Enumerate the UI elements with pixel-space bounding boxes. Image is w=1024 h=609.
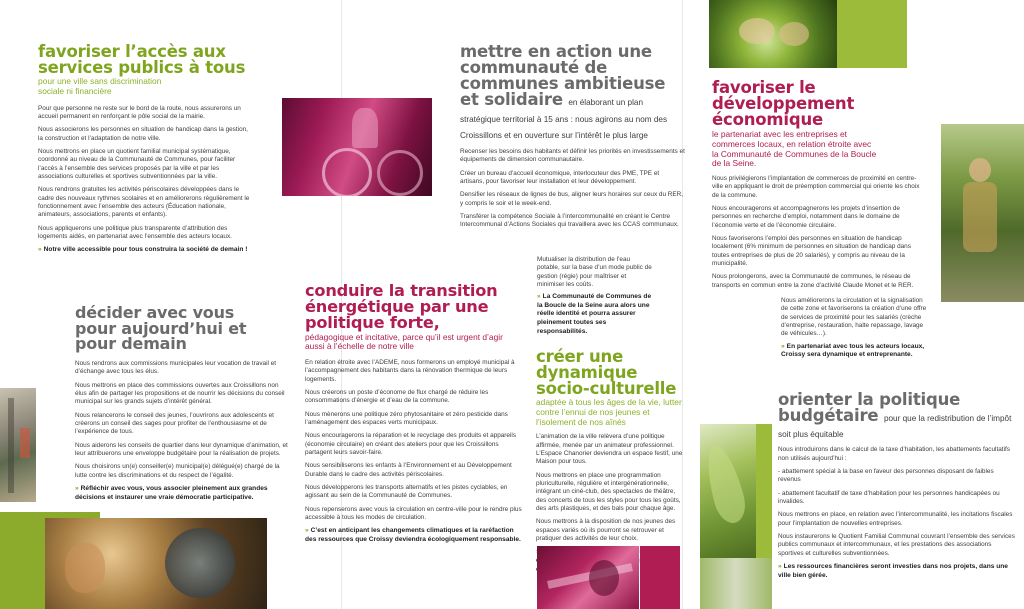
section-body	[305, 359, 523, 522]
paragraph: - abattement spécial à la base en faveur des personnes disposant de faibles revenus	[778, 468, 994, 484]
section-body	[75, 360, 290, 480]
chevron-right-icon: »	[537, 293, 541, 301]
paragraph: Pour que personne ne reste sur le bord de la route, nous assurerons un accueil permanent en renforçant le pôle social de la mairie.	[38, 104, 241, 120]
conclusion-text: En partenariat avec tous les acteurs locaux, Croissy sera dynamique et entreprenante.	[781, 342, 925, 359]
section-conclusion	[781, 343, 931, 360]
section-economie	[712, 80, 927, 295]
conclusion-text: La Communauté de Communes de la Boucle de la Seine aura alors une réelle identité et pourra assurer pleinement toutes ses responsabilités.	[537, 293, 652, 335]
paragraph: Nous introduirons dans le calcul de la taxe d’habitation, les abattements facultatifs non utilisés aujourd’hui :	[778, 446, 1010, 462]
section-body	[778, 446, 1018, 558]
section-conclusion	[778, 563, 1018, 580]
paragraph: Recenser les besoins des habitants et définir les priorités en investissements et équipements de dimension communautaire.	[460, 147, 685, 164]
chevron-right-icon: »	[75, 484, 79, 492]
paragraph: Nous mettrons en place, en relation avec l’intercommunalité, les incitations fiscales pour l’implantation de nouvelles entreprises.	[778, 511, 1013, 527]
paragraph: Créer un bureau d’accueil économique, interlocuteur des PME, TPE et artisans, pour favoriser leur installation et leur développement.	[460, 169, 660, 185]
section-acces	[38, 44, 253, 255]
paragraph: Nous aiderons les conseils de quartier dans leur dynamique d’animation, et leur attribuerons une enveloppe budgétaire pour la réalisation de projets.	[75, 441, 288, 457]
section-conclusion	[537, 293, 652, 336]
section-communaute	[460, 44, 685, 235]
chevron-right-icon: »	[38, 246, 42, 254]
chevron-right-icon: »	[305, 527, 309, 535]
paragraph: Nous mettrons en place des commissions ouvertes aux Croissillons non élus afin de partager les propositions et de nourrir les décisions du conseil municipal sur les grands sujets d’intérêt général.	[75, 381, 285, 406]
conclusion-text: C’est en anticipant les changements climatiques et la raréfaction des ressources que Croissy deviendra écologiquement responsable.	[305, 527, 521, 543]
section-conclusion	[305, 527, 523, 544]
paragraph: - abattement facultatif de taxe d’habitation pour les personnes handicapées ou invalides.	[778, 489, 1000, 506]
section-title: favoriser le développement économique	[712, 78, 855, 130]
guitar-photo	[537, 546, 639, 609]
conclusion-text: Réfléchir avec vous, vous associer pleinement aux grandes décisions et instaurer une vraie démocratie participative.	[75, 484, 268, 501]
section-culture	[536, 349, 686, 574]
plant-hands-photo	[709, 0, 837, 68]
paragraph: Nous rendrons gratuites les activités périscolaires développées dans le cadre des nouveaux rythmes scolaires et en améliorerons régulièrement le fonctionnement avec l’ensemble des acteurs (Éducation nationale, animateurs, associations, parents et enfants).	[38, 186, 250, 219]
paragraph: Nous choisirons un(e) conseiller(e) municipal(e) délégué(e) chargé de la lutte contre les discriminations et du respect de l’égalité.	[75, 463, 280, 479]
chevron-right-icon: »	[778, 563, 782, 571]
section-title: favoriser l’accès aux services publics à tous	[38, 42, 246, 78]
title-text: orienter la politique budgétaire	[778, 390, 961, 426]
rail-station-photo	[0, 388, 36, 502]
paragraph: Nous prolongerons, avec la Communauté de communes, le réseau de transports en commun entre la zone d’activité Claude Monet et le RER.	[712, 273, 914, 289]
paragraph: Nous créerons un poste d’économe de flux chargé de réduire les consommations d’énergie et d’eau de la commune.	[305, 388, 489, 405]
section-title	[778, 392, 1018, 440]
title-tail: en élaborant un plan stratégique territorial à 15 ans : nous agirons au nom des Croissillons et en ouverture sur l’intérêt le plus large	[460, 98, 668, 140]
chevron-right-icon: »	[781, 342, 785, 350]
red-color-block	[640, 546, 680, 609]
paragraph: Nous encouragerons et accompagnerons les projets d’insertion de personnes en recherche d’emploi, notamment dans le domaine de l’économie verte et de l’économie circulaire.	[712, 205, 900, 229]
section-body	[536, 433, 686, 543]
person-walking-photo	[941, 124, 1024, 302]
title-tail: pour que la redistribution de l’impôt soit plus équitable	[778, 414, 1012, 440]
title-text: mettre en action une communauté de communes ambitieuse et solidaire	[460, 42, 666, 110]
paragraph: Nous développerons les transports alternatifs et les pistes cyclables, en agissant au sein de la Communauté de Communes.	[305, 483, 508, 500]
paragraph: En relation étroite avec l’ADEME, nous formerons un employé municipal à l’accompagnement des habitants dans la rénovation thermique de leurs logements.	[305, 358, 515, 383]
paragraph: Nous mettrons en place une programmation pluriculturelle, régulière et intergénérationnelle, intégrant un ciné-club, des spectacles de théâtre, des concerts de tous les styles pour tous les goûts, des arts plastiques, et des bals pour chaque âge.	[536, 471, 681, 513]
green-color-block	[837, 0, 907, 68]
paragraph: Nous instaurerons le Quotient Familial Communal couvrant l’ensemble des services publics communaux et intercommunaux, et les prestations des associations sportives et culturelles subventionnées.	[778, 533, 1015, 557]
section-economie-suite	[781, 297, 931, 360]
paragraph: Nous associerons les personnes en situation de handicap dans la gestion, la construction et l’adaptation de notre ville.	[38, 126, 248, 142]
section-title: créer une dynamique socio-culturelle	[536, 347, 677, 399]
paragraph: Nous mènerons une politique zéro phytosanitaire et zéro pesticide dans l’aménagement des espaces verts municipaux.	[305, 410, 508, 426]
conclusion-text: Les ressources financières seront investies dans nos projets, dans une ville bien gérée.	[778, 563, 1008, 579]
section-transition	[305, 283, 523, 544]
section-conclusion	[38, 246, 253, 255]
section-subtitle: le partenariat avec les entreprises et commerces locaux, en relation étroite avec la Communauté de Communes de la Boucle de la Seine.	[712, 129, 877, 169]
conclusion-text: Notre ville accessible pour tous construira la société de demain !	[43, 246, 248, 254]
section-subtitle: pour une ville sans discrimination sociale ni financière	[38, 76, 162, 96]
section-title	[460, 44, 685, 141]
section-subtitle: pédagogique et incitative, parce qu’il est urgent d’agir aussi à l’échelle de notre ville	[305, 331, 503, 352]
section-decider	[75, 305, 290, 502]
green-color-block	[756, 424, 772, 558]
leaf-photo	[700, 424, 756, 558]
section-conclusion	[75, 485, 290, 502]
paragraph: Nous repenserons avec vous la circulation en centre-ville pour le rendre plus accessible à tous les modes de circulation.	[305, 505, 522, 521]
paragraph: Nous appliquerons une politique plus transparente d’attribution des logements aidés, en partenariat avec l’ensemble des acteurs locaux.	[38, 224, 232, 240]
section-subtitle: adaptée à tous les âges de la vie, lutter contre l’ennui de nos jeunes et l’isolement de nos aînés	[536, 397, 682, 427]
paragraph: Nous améliorerons la circulation et la signalisation de cette zone et favoriserons la création d’une offre de services de proximité pour les salariés (crèche d’entreprise, restauration, halte repassage, lavage de véhicules…).	[781, 297, 927, 338]
paragraph: Nous sensibiliserons les enfants à l’Environnement et au Développement Durable dans le cadre des activités périscolaires.	[305, 462, 512, 478]
section-title: conduire la transition énergétique par une politique forte,	[305, 281, 498, 332]
paragraph: Nous relancerons le conseil des jeunes, l’ouvrirons aux adolescents et créerons un conseil des sages pour profiter de l’enthousiasme et de l’expérience de tous.	[75, 411, 274, 436]
paragraph: Nous favoriserons l’emploi des personnes en situation de handicap localement (6% minimum de personnes en situation de handicap dans toutes entreprises de plus de 20 salariés), y compris au niveau de la municipalité.	[712, 235, 911, 268]
section-body	[38, 105, 253, 242]
paragraph: Nous mettrons en place un quotient familial municipal systématique, coordonné au niveau de la Communauté de Communes, pour faciliter l’accès à l’ensemble des services proposés par la ville et par les associations culturelles et sportives subventionnées par la ville.	[38, 147, 236, 180]
mosaic-photo	[700, 558, 772, 609]
paragraph: L’animation de la ville relèvera d’une politique affirmée, menée par un animateur professionnel. L’Espace Chanorier deviendra un espace festif, une Maison pour tous.	[536, 433, 683, 466]
paragraph: Nous encouragerons la réparation et le recyclage des produits et appareils (économie circulaire) en créant des ateliers pour que les Croissillons partagent leurs savoir-faire.	[305, 432, 517, 456]
section-body	[712, 175, 927, 290]
cyclist-photo	[282, 98, 432, 196]
section-communaute-eau	[537, 256, 652, 336]
section-title: décider avec vous pour aujourd’hui et pour demain	[75, 303, 247, 354]
paragraph: Nous mettrons à la disposition de nos jeunes des espaces variés où ils pourront se retrouver et pratiquer des activités de leur choix.	[536, 518, 676, 543]
paragraph: Nous privilégierons l’implantation de commerces de proximité en centre-ville en appliquant le droit de préemption commercial qui oriente les choix de la commune.	[712, 175, 920, 199]
section-budget	[778, 392, 1018, 580]
paragraph: Mutualiser la distribution de l’eau potable, sur la base d’un mode public de gestion (régie) pour maîtriser et minimiser les coûts.	[537, 256, 652, 288]
section-body	[460, 148, 685, 230]
paragraph: Transférer la compétence Sociale à l’intercommunalité en créant le Centre Intercommunal d’Actions Sociales qui travaillera avec les CCAS communaux.	[460, 212, 679, 229]
paragraph: Densifier les réseaux de lignes de bus, aligner leurs horaires sur ceux du RER, y compris le soir et le week-end.	[460, 191, 684, 207]
paragraph: Nous rendrons aux commissions municipales leur vocation de travail et d’échange avec tous les élus.	[75, 360, 277, 376]
cafe-people-photo	[45, 518, 267, 609]
